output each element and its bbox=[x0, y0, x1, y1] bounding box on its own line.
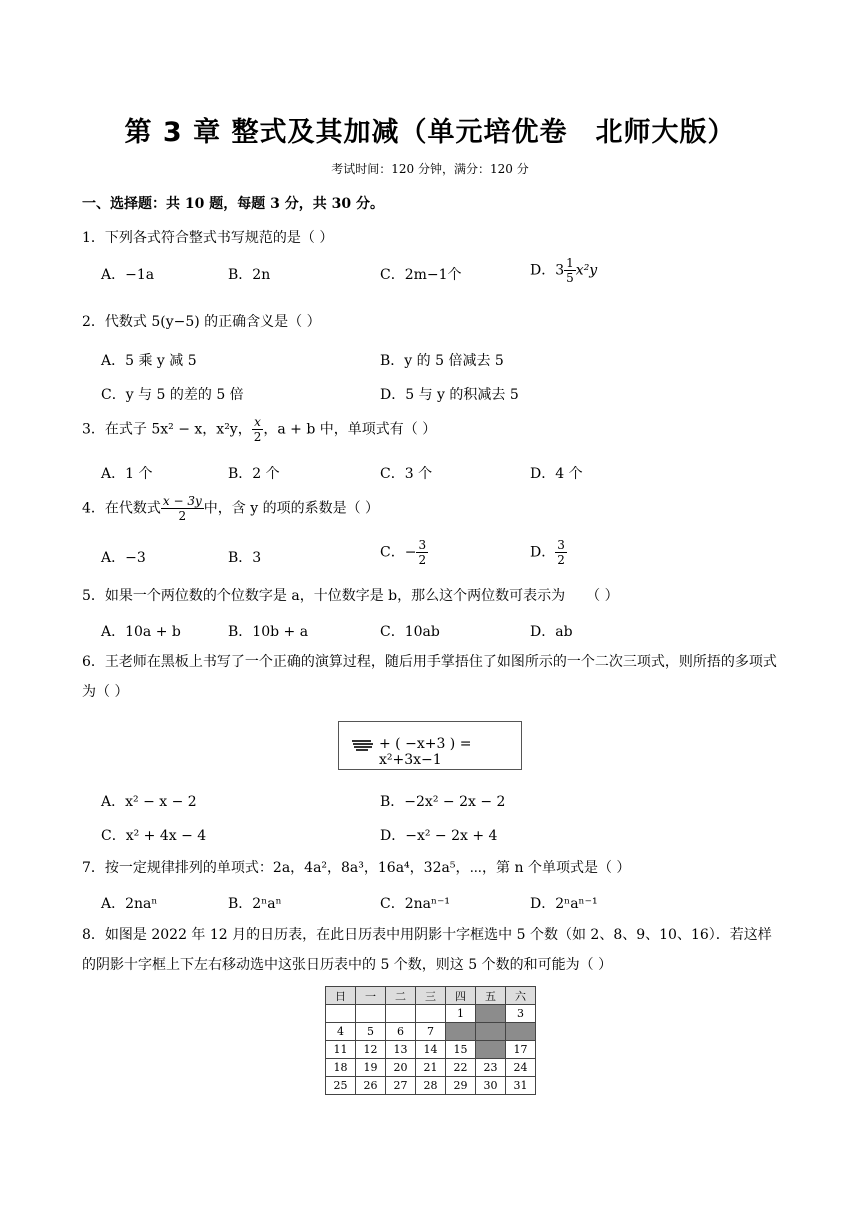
q6-option-d: D．−x² − 2x + 4 bbox=[380, 828, 498, 844]
hand-icon bbox=[351, 738, 377, 752]
q3-option-b: B．2 个 bbox=[228, 466, 280, 482]
q2-option-b: B．y 的 5 倍减去 5 bbox=[380, 353, 504, 369]
calendar-header: 五 bbox=[476, 987, 506, 1005]
q2-option-d: D．5 与 y 的积减去 5 bbox=[380, 387, 519, 403]
calendar-cell: 12 bbox=[356, 1041, 386, 1059]
calendar-cell bbox=[356, 1005, 386, 1023]
exam-info: 考试时间：120 分钟，满分：120 分 bbox=[331, 162, 529, 176]
calendar-header: 六 bbox=[506, 987, 536, 1005]
calendar-cell: 4 bbox=[326, 1023, 356, 1041]
calendar-cell: 21 bbox=[416, 1059, 446, 1077]
calendar-cell: 1 bbox=[446, 1005, 476, 1023]
q1-option-a: A．−1a bbox=[101, 267, 155, 283]
q6-option-a: A．x² − x − 2 bbox=[101, 794, 197, 810]
q1-option-b: B．2n bbox=[228, 267, 271, 283]
question-5-stem: 5．如果一个两位数的个位数字是 a，十位数字是 b，那么这个两位数可表示为 （ ） bbox=[82, 588, 619, 604]
calendar-cell: 20 bbox=[386, 1059, 416, 1077]
calendar-row bbox=[326, 1059, 536, 1077]
question-6-stem: 6．王老师在黑板上书写了一个正确的演算过程，随后用手掌捂住了如图所示的一个二次三项式，则所捂的多项式为（ ） bbox=[82, 654, 777, 700]
question-7-stem: 7．按一定规律排列的单项式：2a，4a²，8a³，16a⁴，32a⁵，⋯，第 n 个单项式是（ ） bbox=[82, 860, 631, 876]
calendar-cell: 15 bbox=[446, 1041, 476, 1059]
calendar-cell: 28 bbox=[416, 1077, 446, 1095]
q4-option-a: A．−3 bbox=[101, 550, 146, 566]
q7-option-a: A．2naⁿ bbox=[101, 896, 158, 912]
q5-option-b: B．10b + a bbox=[228, 624, 309, 640]
question-8-stem: 8．如图是 2022 年 12 月的日历表，在此日历表中用阴影十字框选中 5 个数（如 2、8、9、10、16）．若这样的阴影十字框上下左右移动选中这张日历表中的 5 个数，则这 5 个数的和可能为（ ） bbox=[82, 927, 772, 973]
q3-option-d: D．4 个 bbox=[530, 466, 583, 482]
calendar-table bbox=[325, 986, 536, 1095]
q2-option-a: A．5 乘 y 减 5 bbox=[101, 353, 197, 369]
calendar-cell bbox=[386, 1005, 416, 1023]
calendar-header: 一 bbox=[356, 987, 386, 1005]
calendar-row bbox=[326, 1041, 536, 1059]
calendar-header: 二 bbox=[386, 987, 416, 1005]
q3-option-c: C．3 个 bbox=[380, 466, 433, 482]
calendar-row bbox=[326, 1005, 536, 1023]
calendar-cell: 5 bbox=[356, 1023, 386, 1041]
q2-option-c: C．y 与 5 的差的 5 倍 bbox=[101, 387, 244, 403]
shaded-cell bbox=[446, 1023, 476, 1041]
calendar-header-row bbox=[326, 987, 536, 1005]
q4-option-d: D． $\frac{3}{2}$ bbox=[530, 538, 565, 567]
calendar-cell: 7 bbox=[416, 1023, 446, 1041]
question-1-stem: 1．下列各式符合整式书写规范的是（ ） bbox=[82, 230, 334, 246]
q5-option-d: D．ab bbox=[530, 624, 573, 640]
calendar-cell bbox=[326, 1005, 356, 1023]
page-title: 第 3 章 整式及其加减（单元培优卷 北师大版） bbox=[124, 117, 736, 148]
calendar-cell: 19 bbox=[356, 1059, 386, 1077]
calendar-cell: 18 bbox=[326, 1059, 356, 1077]
calendar-cell: 13 bbox=[386, 1041, 416, 1059]
q7-option-b: B．2ⁿaⁿ bbox=[228, 896, 282, 912]
shaded-cell bbox=[476, 1005, 506, 1023]
calendar-cell: 11 bbox=[326, 1041, 356, 1059]
calendar-cell: 6 bbox=[386, 1023, 416, 1041]
q3-option-a: A．1 个 bbox=[101, 466, 153, 482]
calendar-header: 三 bbox=[416, 987, 446, 1005]
calendar-cell: 25 bbox=[326, 1077, 356, 1095]
shaded-cell bbox=[506, 1023, 536, 1041]
calendar-cell: 31 bbox=[506, 1077, 536, 1095]
q7-option-d: D．2ⁿaⁿ⁻¹ bbox=[530, 896, 598, 912]
question-3-stem: 3．在式子 5x² − x，x²y， $\frac{x}{2}$ ，a + b 中，单项式有（ ） bbox=[82, 415, 437, 444]
shaded-cell bbox=[476, 1023, 506, 1041]
question-4-stem: 4．在代数式 $\frac{x - 3y}{2}$ 中，含 y 的项的系数是（ ） bbox=[82, 494, 380, 523]
calendar-cell: 17 bbox=[506, 1041, 536, 1059]
shaded-cell bbox=[476, 1041, 506, 1059]
calendar-cell: 14 bbox=[416, 1041, 446, 1059]
figure-equation: + ( −x+3 ) = x²+3x−1 bbox=[379, 736, 472, 768]
q5-option-a: A．10a + b bbox=[101, 624, 181, 640]
calendar-cell: 3 bbox=[506, 1005, 536, 1023]
calendar-cell: 23 bbox=[476, 1059, 506, 1077]
calendar-cell: 29 bbox=[446, 1077, 476, 1095]
calendar-header: 四 bbox=[446, 987, 476, 1005]
q7-option-c: C．2naⁿ⁻¹ bbox=[380, 896, 451, 912]
section-heading: 一、选择题：共 10 题，每题 3 分，共 30 分。 bbox=[82, 196, 384, 212]
q6-option-c: C．x² + 4x − 4 bbox=[101, 828, 207, 844]
q5-option-c: C．10ab bbox=[380, 624, 440, 640]
q1-option-c: C．2m−1个 bbox=[380, 267, 462, 283]
blackboard-figure bbox=[338, 721, 522, 770]
calendar-cell: 30 bbox=[476, 1077, 506, 1095]
calendar-cell: 27 bbox=[386, 1077, 416, 1095]
q4-option-c: C．− $\frac{3}{2}$ bbox=[380, 538, 427, 567]
calendar-row bbox=[326, 1077, 536, 1095]
calendar-cell bbox=[416, 1005, 446, 1023]
calendar-cell: 24 bbox=[506, 1059, 536, 1077]
calendar-row bbox=[326, 1023, 536, 1041]
q6-option-b: B．−2x² − 2x − 2 bbox=[380, 794, 506, 810]
calendar-header: 日 bbox=[326, 987, 356, 1005]
question-2-stem: 2．代数式 5(y−5) 的正确含义是（ ） bbox=[82, 314, 321, 330]
q4-option-b: B．3 bbox=[228, 550, 262, 566]
calendar-cell: 22 bbox=[446, 1059, 476, 1077]
calendar-cell: 26 bbox=[356, 1077, 386, 1095]
q1-option-d: D．3 $\frac{1}{5}$ x²y bbox=[530, 256, 598, 285]
